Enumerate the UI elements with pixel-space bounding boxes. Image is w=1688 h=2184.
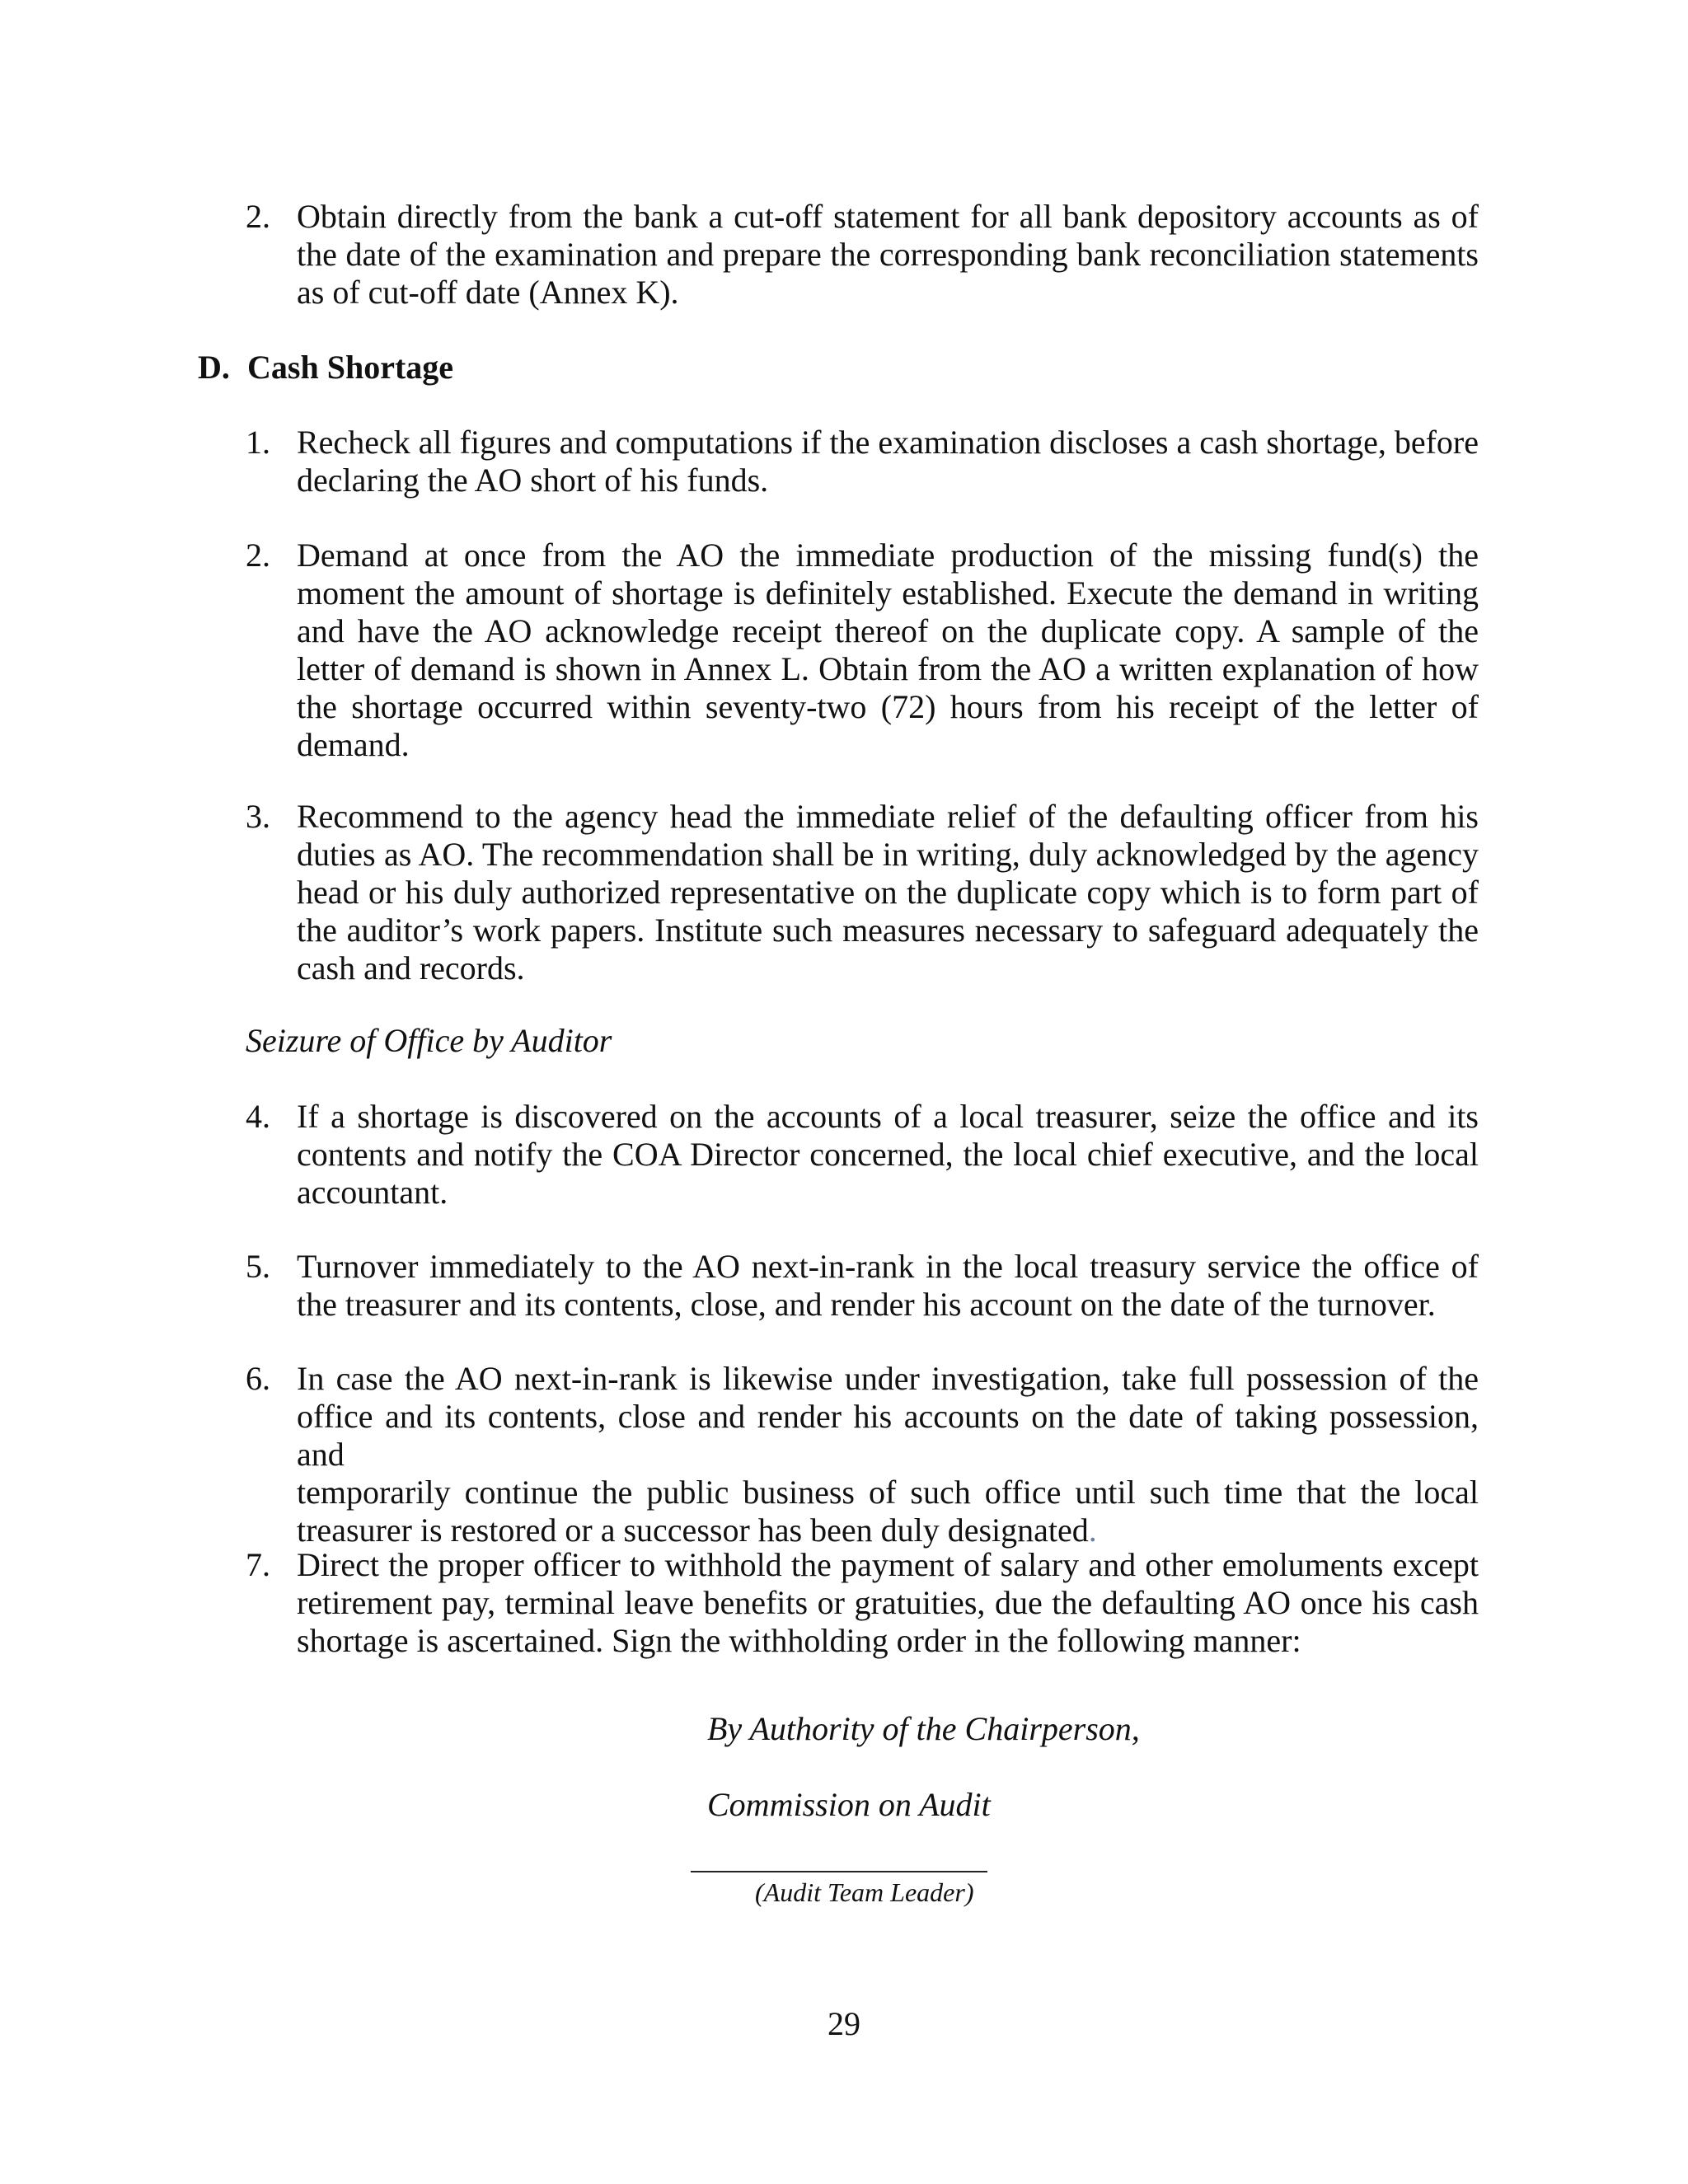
item-text (297, 1248, 1479, 1324)
text-line: Turnover immediately to the AO next-in-rank in the local treasury service the office of (297, 1248, 1479, 1285)
text-line: declaring the AO short of his funds. (297, 462, 769, 499)
item-number: 7. (246, 1546, 270, 1583)
text-line: If a shortage is discovered on the accounts of a local treasurer, seize the office and its (297, 1098, 1479, 1135)
text-line: as of cut-off date (Annex K). (297, 274, 679, 311)
text-line: cash and records. (297, 949, 525, 987)
text-line: the shortage occurred within seventy-two (72) hours from his receipt of the letter of (297, 688, 1479, 725)
item-number: 2. (246, 198, 270, 235)
item-number: 1. (246, 424, 270, 461)
text-line: Recheck all figures and computations if the examination discloses a cash shortage, before (297, 424, 1479, 461)
text-line: the auditor’s work papers. Institute such measures necessary to safeguard adequately the (297, 912, 1479, 949)
text-line: Direct the proper officer to withhold the payment of salary and other emoluments except (297, 1546, 1479, 1583)
text-line: letter of demand is shown in Annex L. Obtain from the AO a written explanation of how (297, 650, 1479, 687)
text-line: moment the amount of shortage is definitely established. Execute the demand in writing (297, 574, 1479, 612)
item-text (297, 798, 1479, 987)
signature-line (691, 1871, 987, 1872)
item-number: 3. (246, 798, 270, 835)
text-line-body: treasurer is restored or a successor has been duly designated (297, 1511, 1089, 1549)
text-line: head or his duly authorized representative on the duplicate copy which is to form part of (297, 874, 1479, 911)
item-text (297, 424, 1479, 499)
text-line: In case the AO next-in-rank is likewise under investigation, take full possession of the (297, 1360, 1479, 1397)
text-line: office and its contents, close and render his accounts on the date of taking possession, and (297, 1398, 1479, 1473)
signature-authority: By Authority of the Chairperson, (707, 1710, 1140, 1747)
text-line: retirement pay, terminal leave benefits or gratuities, due the defaulting AO once his cash (297, 1584, 1479, 1621)
text-line: the date of the examination and prepare the corresponding bank reconciliation statements (297, 236, 1479, 273)
text-line: Obtain directly from the bank a cut-off statement for all bank depository accounts as of (297, 198, 1479, 235)
text-line: Recommend to the agency head the immediate relief of the defaulting officer from his (297, 798, 1479, 835)
text-line: Demand at once from the AO the immediate production of the missing fund(s) the (297, 537, 1479, 574)
item-text (297, 1546, 1479, 1660)
signature-commission: Commission on Audit (707, 1786, 991, 1823)
text-line: accountant. (297, 1174, 448, 1211)
item-number: 6. (246, 1360, 270, 1397)
trailing-period: . (1088, 1511, 1097, 1549)
text-line: the treasurer and its contents, close, and render his account on the date of the turnover. (297, 1286, 1436, 1323)
text-line: contents and notify the COA Director concerned, the local chief executive, and the local (297, 1136, 1479, 1173)
item-number: 5. (246, 1248, 270, 1285)
text-line: temporarily continue the public business of such office until such time that the local (297, 1474, 1479, 1511)
item-text (297, 198, 1479, 312)
text-line: duties as AO. The recommendation shall be in writing, duly acknowledged by the agency (297, 836, 1479, 873)
section-heading (198, 349, 453, 387)
signature-caption: (Audit Team Leader) (755, 1877, 974, 1907)
text-line: shortage is ascertained. Sign the withholding order in the following manner: (297, 1622, 1301, 1659)
text-line: demand. (297, 726, 410, 763)
text-line: and have the AO acknowledge receipt thereof on the duplicate copy. A sample of the (297, 612, 1479, 649)
item-number: 2. (246, 537, 270, 574)
item-text (297, 1360, 1479, 1549)
subheading: Seizure of Office by Auditor (246, 1022, 612, 1059)
item-number: 4. (246, 1098, 270, 1135)
item-text (297, 537, 1479, 764)
section-letter: D. (198, 349, 230, 386)
item-text (297, 1098, 1479, 1212)
text-line (297, 1511, 1479, 1549)
page-number: 29 (828, 2005, 860, 2042)
section-title: Cash Shortage (247, 349, 454, 386)
